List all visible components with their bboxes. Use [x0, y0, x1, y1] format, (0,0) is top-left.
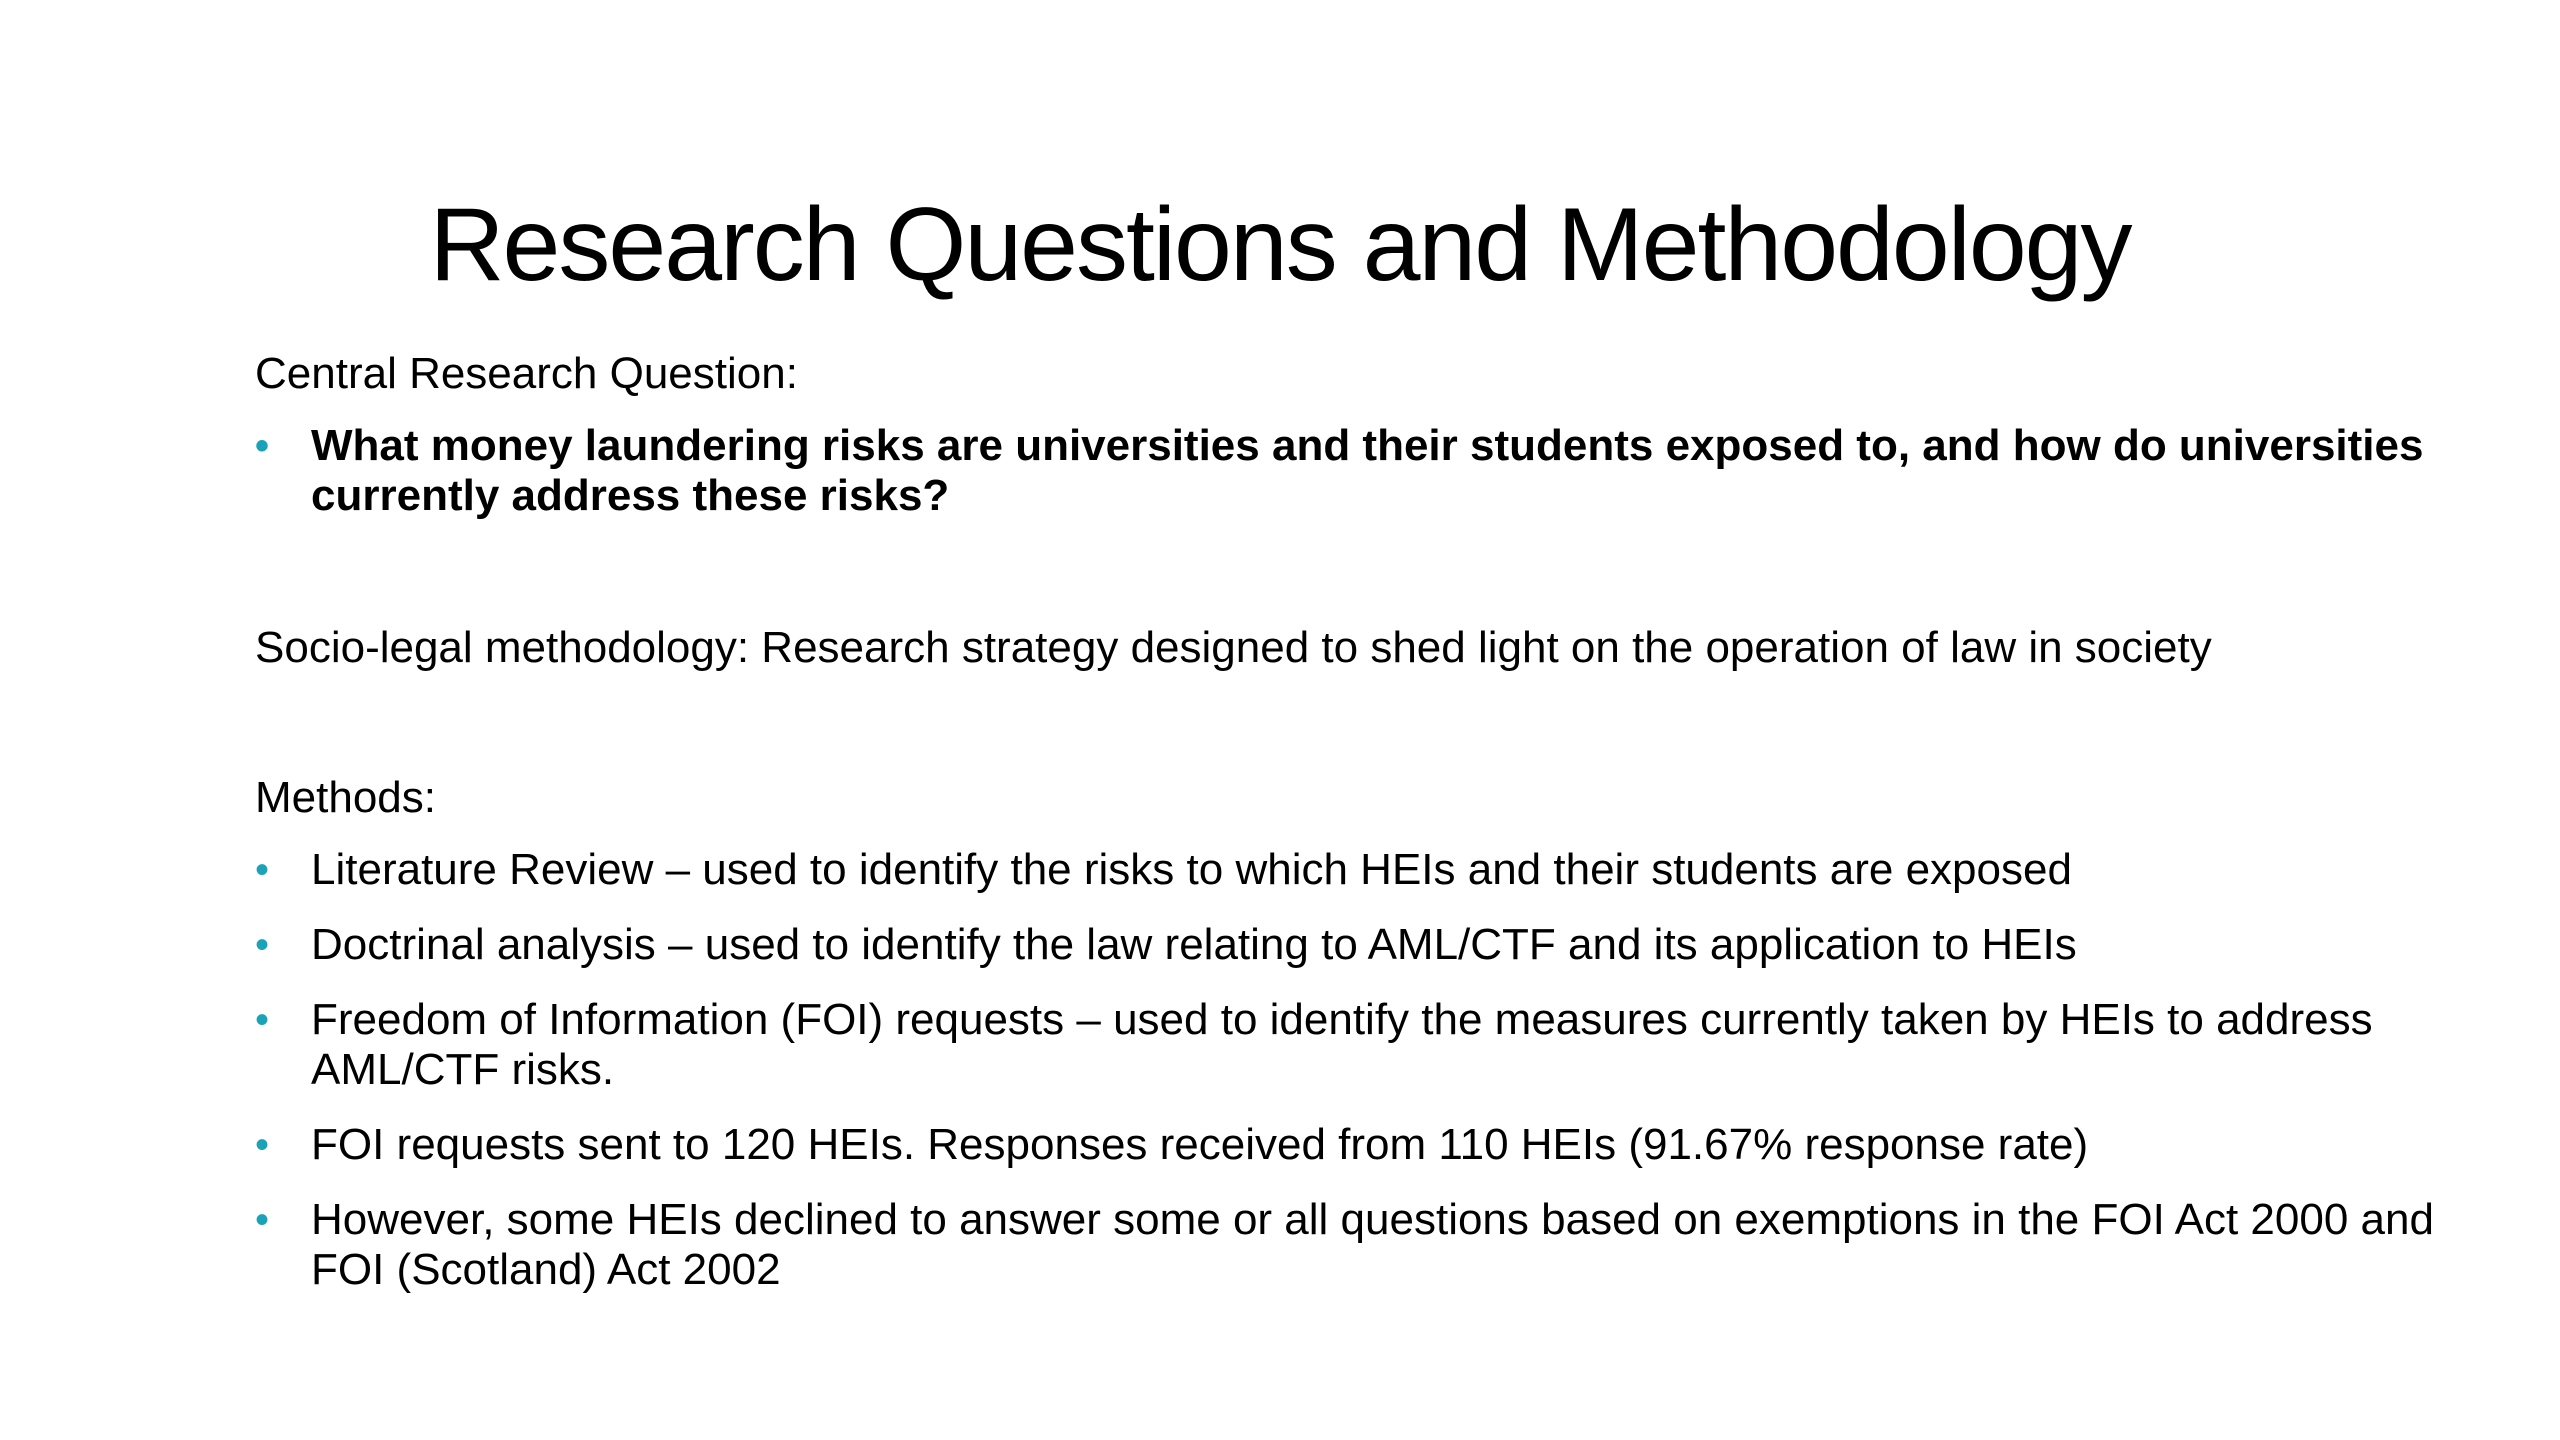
methods-label: Methods: [255, 773, 436, 822]
methods-item-literature-review [255, 845, 2485, 895]
bullet-icon: • [255, 1198, 270, 1242]
methods-item-foi-requests [255, 995, 2485, 1095]
slide-content [255, 345, 2485, 1295]
methods-item-response-rate [255, 1120, 2485, 1170]
methods-item-text: Freedom of Information (FOI) requests – used to identify the measures currently taken by HEIs to address AML/CTF risks. [311, 995, 2373, 1094]
slide-title: Research Questions and Methodology [429, 187, 2131, 303]
central-question-label: Central Research Question: [255, 349, 798, 398]
methods-item-text: Literature Review – used to identify the risks to which HEIs and their students are exposed [311, 845, 2072, 894]
methods-item-text: However, some HEIs declined to answer some or all questions based on exemptions in the FOI Act 2000 and FOI (Scotland) Act 2002 [311, 1195, 2434, 1294]
methods-item-exemptions [255, 1195, 2485, 1295]
methodology-statement: Socio-legal methodology: Research strategy designed to shed light on the operation of law in society [255, 623, 2212, 672]
methods-list [255, 845, 2485, 1295]
methods-item-text: FOI requests sent to 120 HEIs. Responses received from 110 HEIs (91.67% response rate) [311, 1120, 2089, 1169]
bullet-icon: • [255, 998, 270, 1042]
bullet-icon: • [255, 1123, 270, 1167]
central-question-item [255, 421, 2485, 521]
bullet-icon: • [255, 424, 270, 468]
central-question-list [255, 421, 2485, 521]
central-question-text: What money laundering risks are universities and their students exposed to, and how do universities currently address these risks? [311, 421, 2424, 520]
methods-item-text: Doctrinal analysis – used to identify the law relating to AML/CTF and its application to HEIs [311, 920, 2077, 969]
methods-item-doctrinal-analysis [255, 920, 2485, 970]
bullet-icon: • [255, 923, 270, 967]
bullet-icon: • [255, 848, 270, 892]
